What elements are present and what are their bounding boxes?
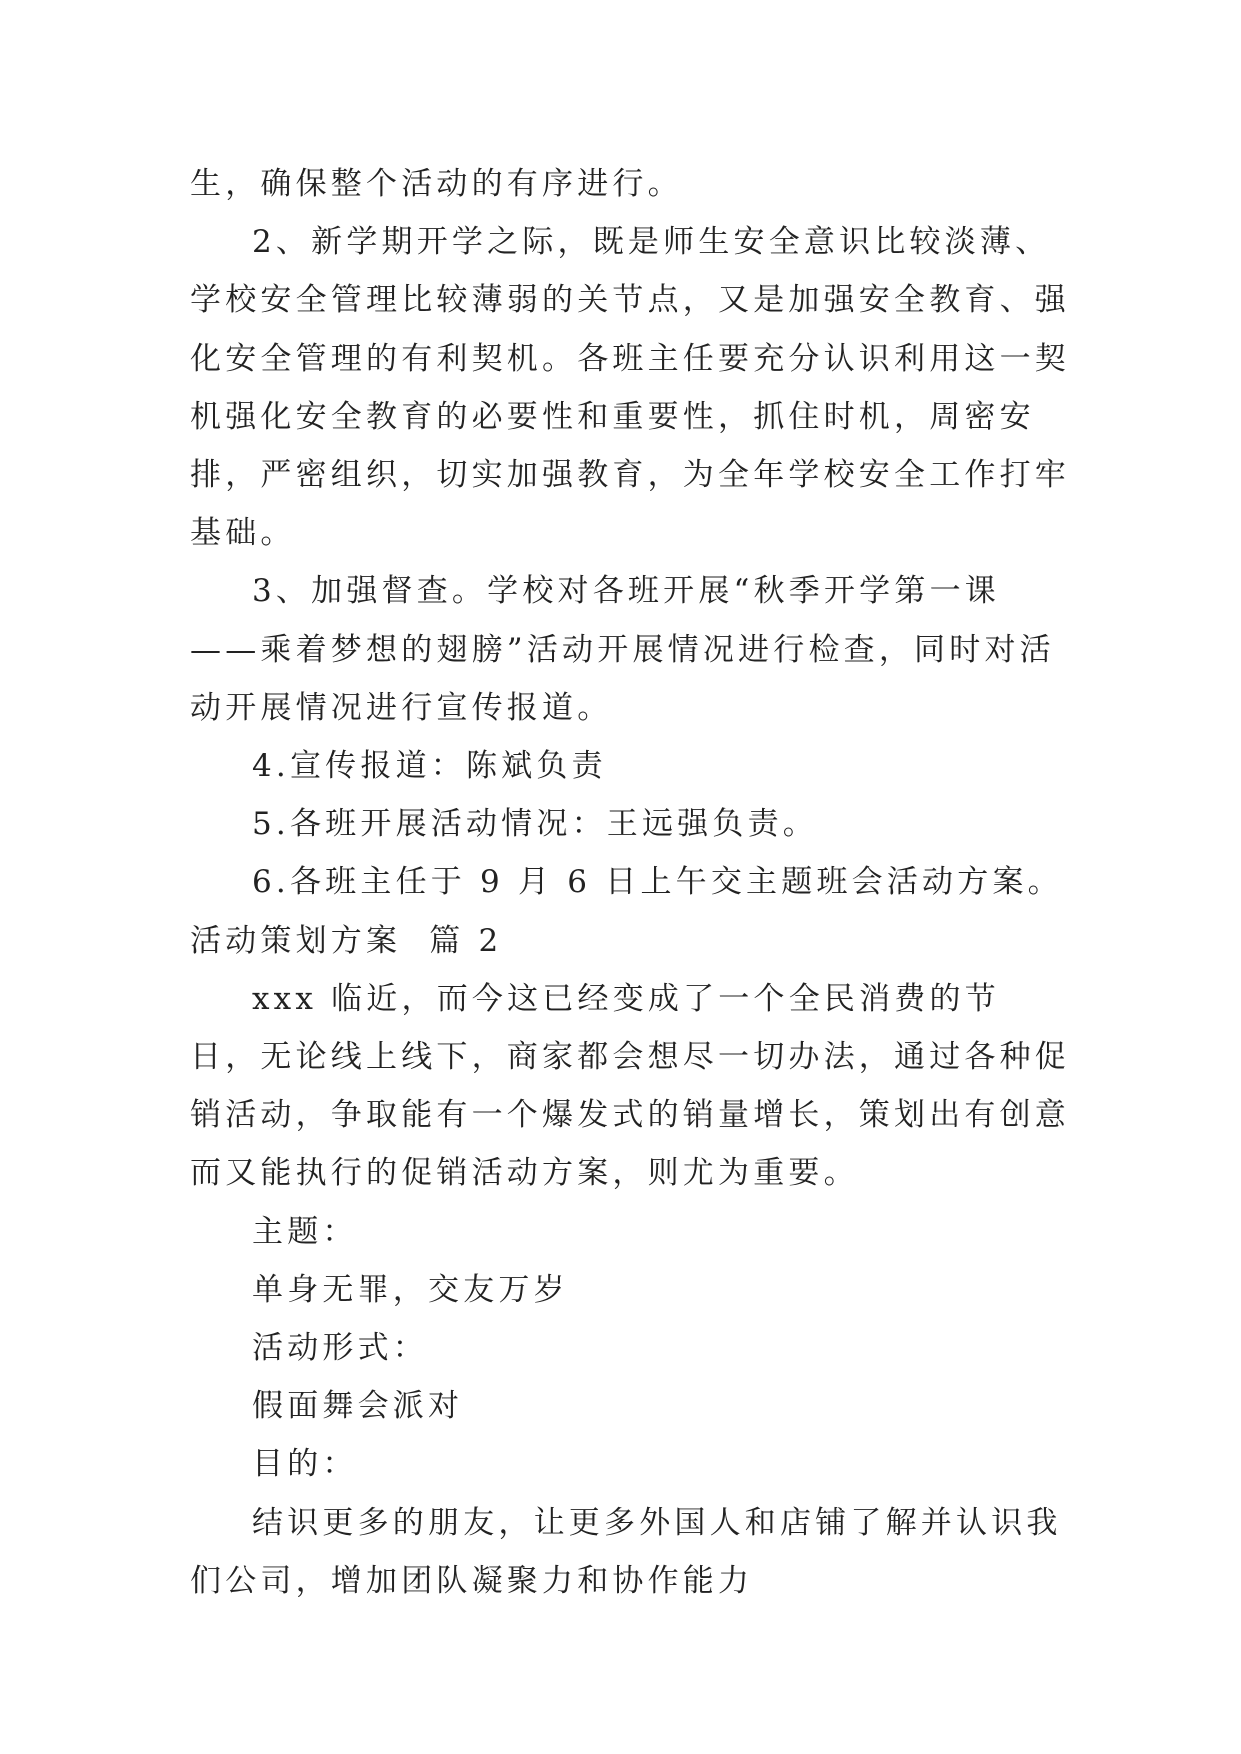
value-activity-form: 假面舞会派对 [252,1388,464,1425]
paragraph-item-2: 2、新学期开学之际，既是师生安全意识比较淡薄、学校安全管理比较薄弱的关节点，又是加强安全教育、强化安全管理的有利契机。各班主任要充分认识利用这一契机强化安全教育的必要性和重要性，抓住时机，周密安排，严密组织，切实加强教育，为全年学校安全工作打牢基础。 [190,224,1070,552]
paragraph-item-3: 3、加强督查。学校对各班开展“秋季开学第一课——乘着梦想的翅膀”活动开展情况进行检查，同时对活动开展情况进行宣传报道。 [190,573,1055,726]
label-activity-form: 活动形式： [252,1330,428,1367]
paragraph-continuation: 生，确保整个活动的有序进行。 [190,166,683,202]
label-purpose: 目的： [252,1446,358,1483]
paragraph-item-4: 4.宣传报道：陈斌负责 [252,748,607,785]
paragraph-intro: xxx 临近，而今这已经变成了一个全民消费的节日，无论线上线下，商家都会想尽一切办法，通过各种促销活动，争取能有一个爆发式的销量增长，策划出有创意而又能执行的促销活动方案，则尤为重要。 [190,980,1070,1192]
paragraph-item-6: 6.各班主任于 9 月 6 日上午交主题班会活动方案。 [252,864,1063,901]
value-purpose: 结识更多的朋友，让更多外国人和店铺了解并认识我们公司，增加团队凝聚力和协作能力 [190,1504,1062,1599]
label-theme: 主题： [252,1213,358,1250]
paragraph-item-5: 5.各班开展活动情况：王远强负责。 [252,806,818,843]
section-heading: 活动策划方案 篇 2 [190,922,503,959]
document-body [190,155,1070,1610]
value-theme: 单身无罪，交友万岁 [252,1271,569,1308]
